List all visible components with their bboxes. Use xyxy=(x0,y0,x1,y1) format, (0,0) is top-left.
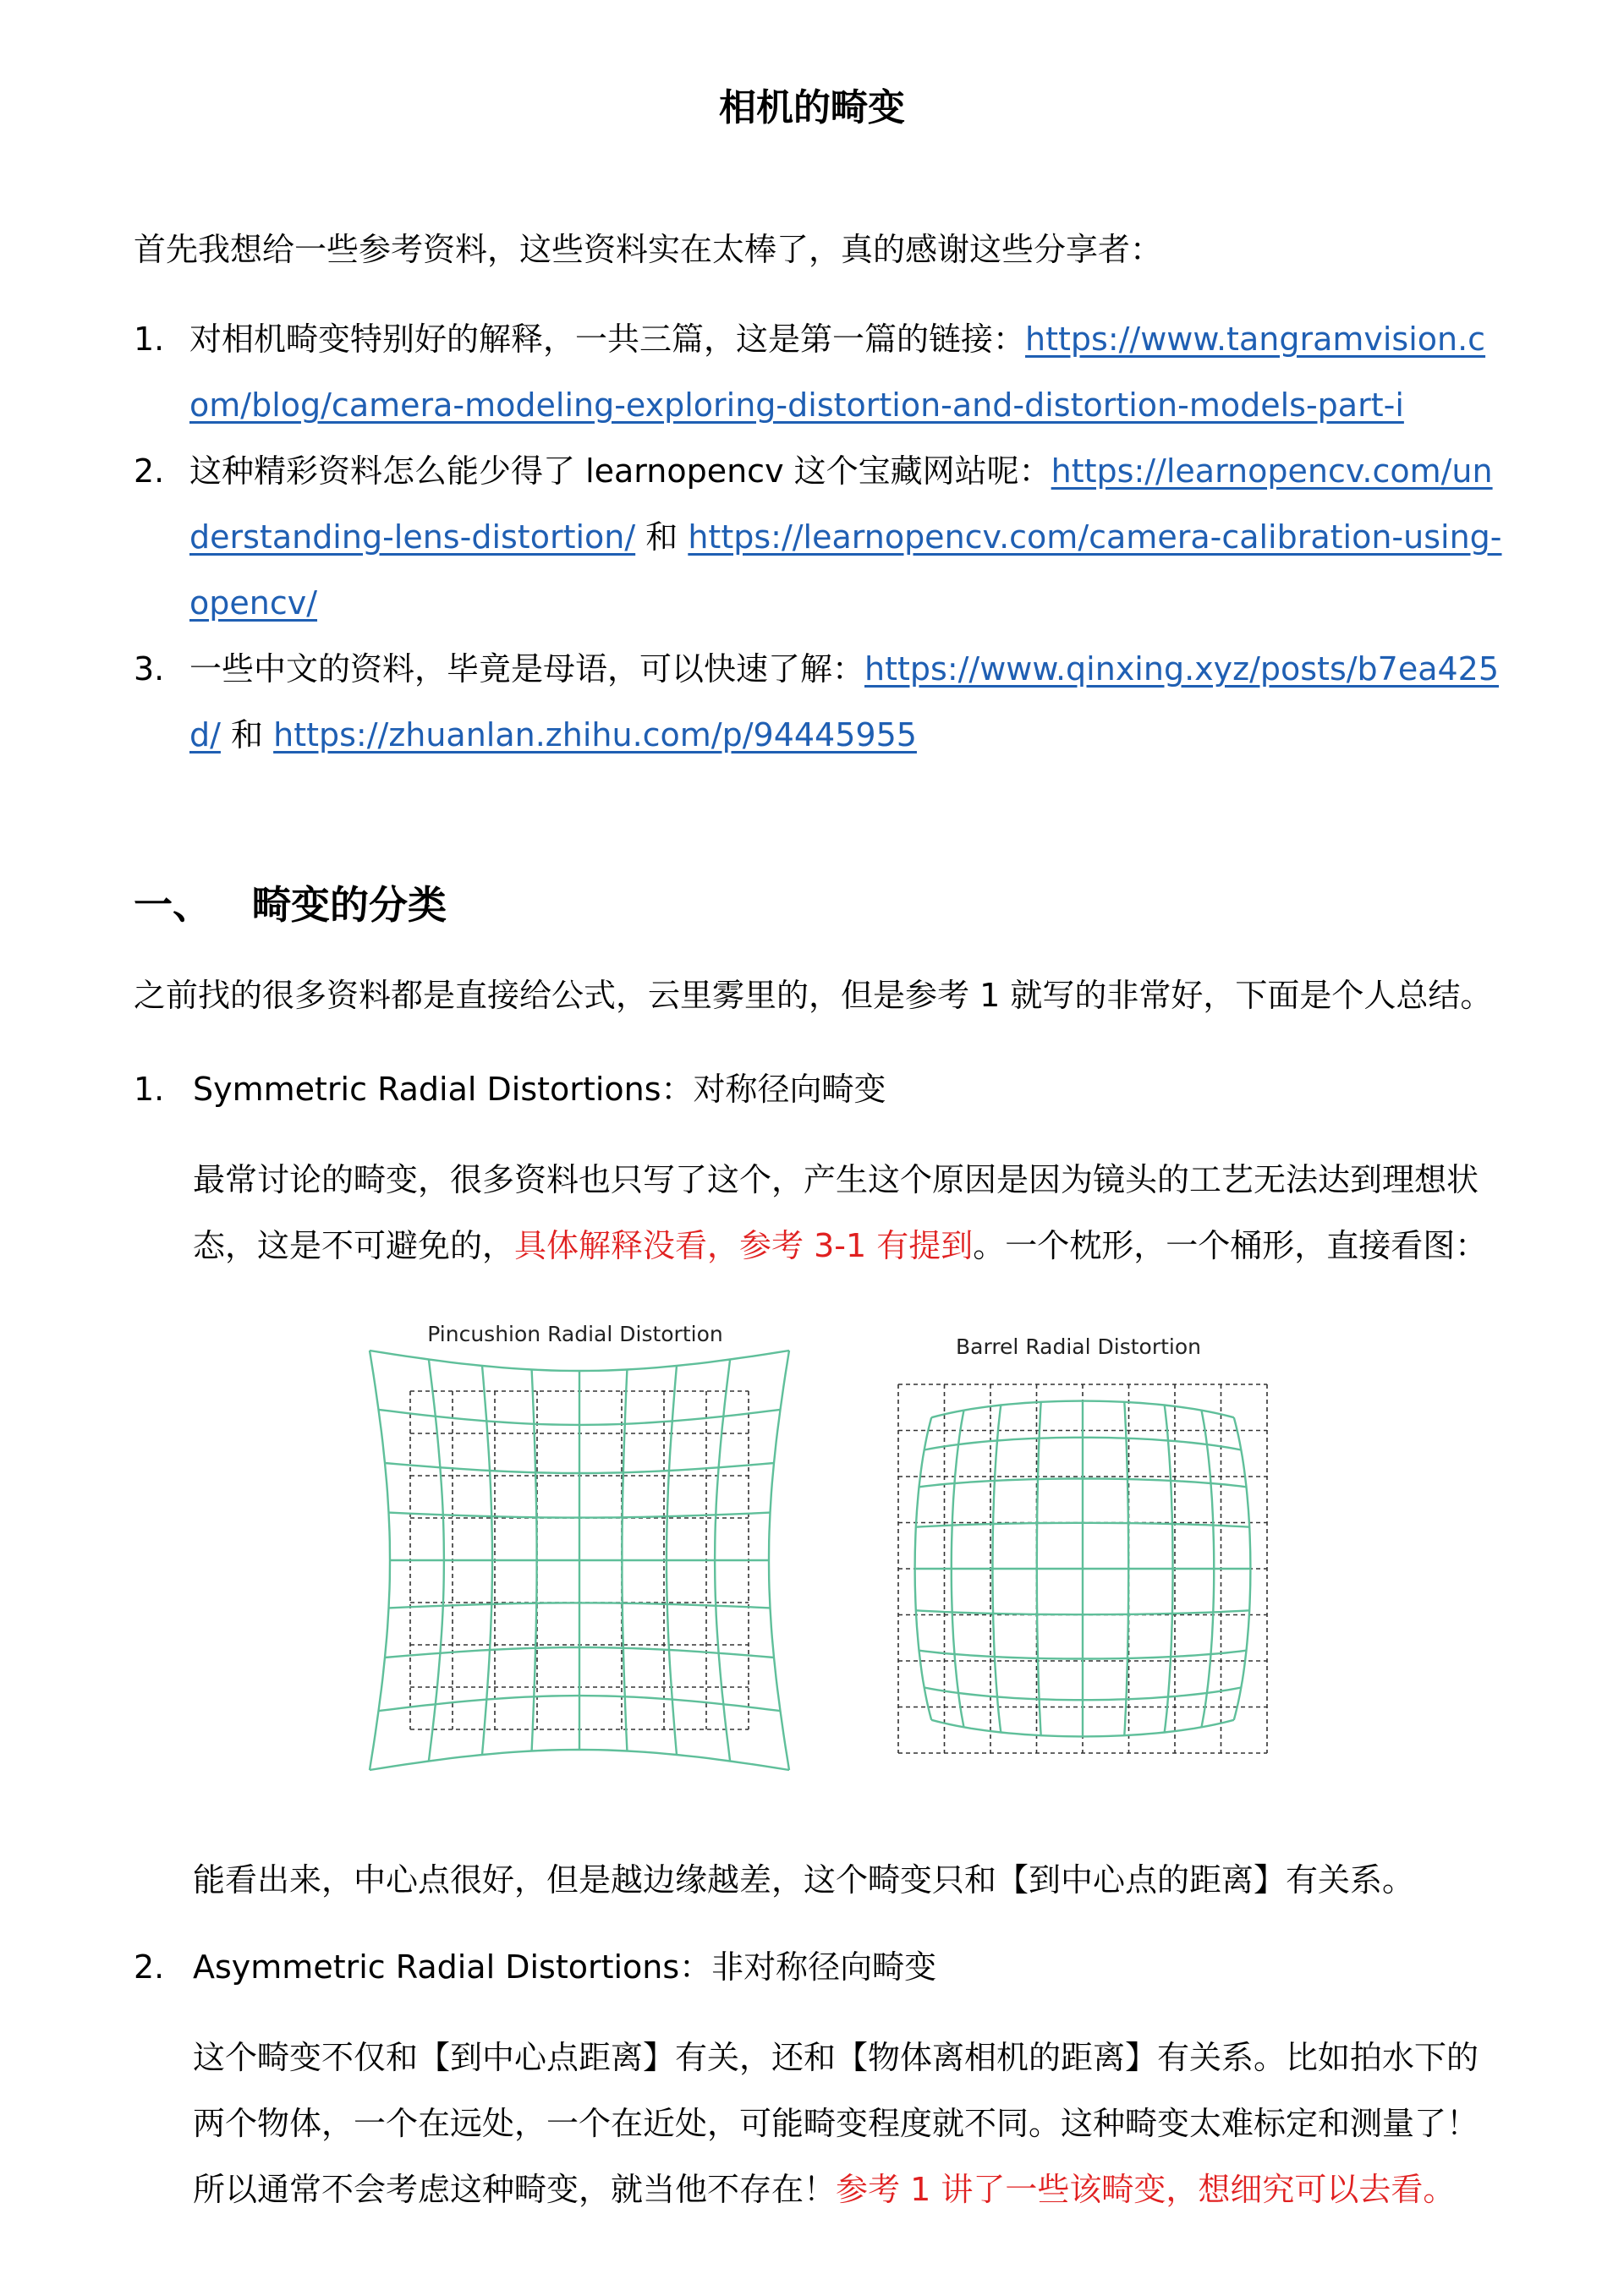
item-title: Asymmetric Radial Distortions：非对称径向畸变 xyxy=(193,1948,937,1986)
distorted-grid-line xyxy=(769,1351,789,1770)
reference-number: 3. xyxy=(134,650,165,688)
pincushion-label: Pincushion Radial Distortion xyxy=(427,1322,723,1346)
reference-number: 1. xyxy=(134,321,165,358)
item-title: Symmetric Radial Distortions：对称径向畸变 xyxy=(193,1071,886,1108)
section-number: 一、 xyxy=(134,882,211,928)
barrel-distorted-grid xyxy=(915,1401,1251,1737)
distortion-item-1-title xyxy=(134,1064,886,1115)
highlight-text: 参考 1 讲了一些该畸变，想细究可以去看。 xyxy=(836,2171,1456,2208)
reference-link[interactable]: https://learnopencv.com/camera-calibration-using-opencv/ xyxy=(189,518,1502,622)
distorted-grid-line xyxy=(370,1351,789,1371)
page-title: 相机的畸变 xyxy=(719,86,905,129)
pincushion-distorted-grid xyxy=(370,1351,789,1770)
distortion-item-2-description xyxy=(193,2025,1504,2222)
item-number: 1. xyxy=(134,1071,165,1108)
reference-joiner: 和 xyxy=(635,518,689,556)
distortion-item-2-title xyxy=(134,1942,936,1992)
distorted-grid-line xyxy=(370,1351,390,1770)
reference-item-3 xyxy=(134,636,1504,768)
intro-paragraph: 首先我想给一些参考资料，这些资料实在太棒了，真的感谢这些分享者： xyxy=(134,231,1163,268)
reference-number: 2. xyxy=(134,452,165,490)
section-heading xyxy=(134,875,447,934)
distortion-figure xyxy=(355,1307,1286,1780)
reference-link[interactable]: https://www.qinxing.xyz/posts/b7ea425d/ xyxy=(189,650,1500,753)
barrel-label: Barrel Radial Distortion xyxy=(956,1334,1201,1359)
description-text: 。一个枕形，一个桶形，直接看图： xyxy=(973,1227,1488,1264)
section-intro: 之前找的很多资料都是直接给公式，云里雾里的，但是参考 1 就写的非常好，下面是个人总结。 xyxy=(134,977,1493,1014)
reference-text: 这种精彩资料怎么能少得了 learnopencv 这个宝藏网站呢： xyxy=(189,452,1051,490)
reference-text: 一些中文的资料，毕竟是母语，可以快速了解： xyxy=(189,650,865,688)
distorted-grid-line xyxy=(370,1750,789,1770)
distortion-item-1-description xyxy=(193,1147,1504,1279)
section-title: 畸变的分类 xyxy=(252,882,447,928)
item-number: 2. xyxy=(134,1948,165,1986)
reference-joiner: 和 xyxy=(220,716,274,753)
reference-link[interactable]: https://learnopencv.com/understanding-lens-distortion/ xyxy=(189,452,1493,556)
reference-item-1 xyxy=(134,306,1504,438)
reference-link[interactable]: https://www.tangramvision.com/blog/camera-modeling-exploring-distortion-and-distortion-models-part-i xyxy=(189,321,1486,424)
reference-item-2 xyxy=(134,438,1504,636)
distortion-item-1-summary: 能看出来，中心点很好，但是越边缘越差，这个畸变只和【到中心点的距离】有关系。 xyxy=(193,1861,1415,1899)
reference-text: 对相机畸变特别好的解释，一共三篇，这是第一篇的链接： xyxy=(189,321,1026,358)
description-text: 这个畸变不仅和【到中心点距离】有关，还和【物体离相机的距离】有关系。比如拍水下的两个物体，一个在远处，一个在近处，可能畸变程度就不同。这种畸变太难标定和测量了！所以通常不会考虑这种畸变，就当他不存在！ xyxy=(193,2039,1479,2208)
highlight-text: 具体解释没看，参考 3-1 有提到 xyxy=(514,1227,974,1264)
reference-link[interactable]: https://zhuanlan.zhihu.com/p/94445955 xyxy=(273,716,917,753)
description-text: 最常讨论的畸变，很多资料也只写了这个，产生这个原因是因为镜头的工艺无法达到理想状态，这是不可避免的， xyxy=(193,1161,1479,1264)
